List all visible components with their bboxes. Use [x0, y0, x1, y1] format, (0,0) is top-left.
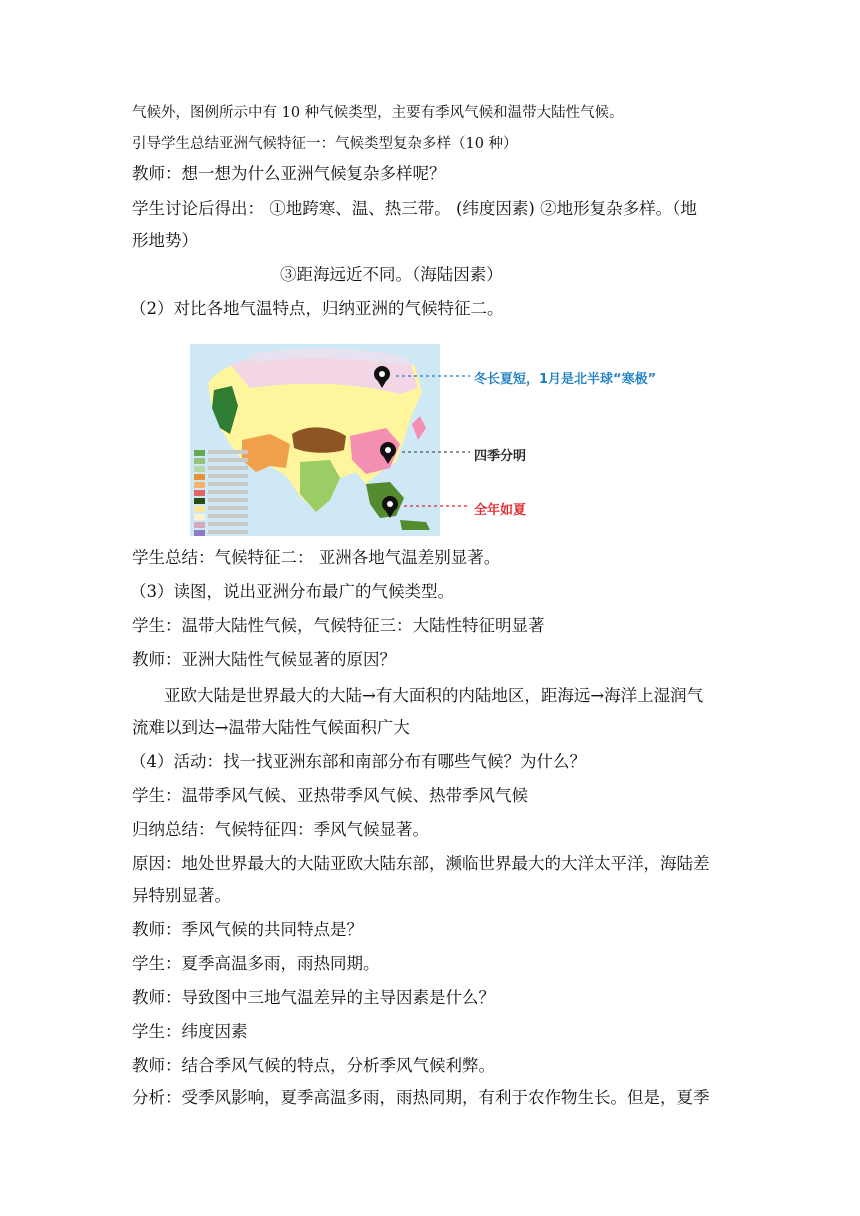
text-line: 学生讨论后得出： ①地跨寒、温、热三带。 (纬度因素) ②地形复杂多样。（地: [132, 199, 697, 218]
map-legend: [194, 450, 254, 540]
text-line: 教师：亚洲大陆性气候显著的原因？: [132, 650, 396, 669]
text-line: 形地势）: [132, 231, 198, 250]
text-line: 教师：想一想为什么亚洲气候复杂多样呢？: [132, 164, 446, 183]
text-line: （3）读图，说出亚洲分布最广的气候类型。: [130, 582, 454, 601]
text-line: 学生：纬度因素: [132, 1022, 248, 1041]
text-line: （2）对比各地气温特点，归纳亚洲的气候特征二。: [130, 299, 504, 318]
text-line: 学生：夏季高温多雨，雨热同期。: [132, 954, 380, 973]
text-line: 流难以到达→温带大陆性气候面积广大: [132, 718, 410, 737]
callout-summer-all-year: 全年如夏: [474, 503, 527, 518]
text-line: 原因：地处世界最大的大陆亚欧大陆东部，濒临世界最大的大洋太平洋，海陆差: [132, 854, 710, 873]
asia-climate-map-figure: [190, 344, 670, 536]
text-line: 学生：温带大陆性气候，气候特征三：大陆性特征明显著: [132, 616, 545, 635]
text-line: 教师：结合季风气候的特点，分析季风气候利弊。: [132, 1056, 495, 1075]
text-line: 异特别显著。: [132, 886, 231, 905]
text-line: 教师：导致图中三地气温差异的主导因素是什么？: [132, 988, 495, 1007]
text-line: （4）活动：找一找亚洲东部和南部分布有哪些气候？为什么？: [130, 752, 586, 771]
text-line: 亚欧大陆是世界最大的大陆→有大面积的内陆地区，距海远→海洋上湿润气: [164, 686, 704, 705]
text-line: 学生：温带季风气候、亚热带季风气候、热带季风气候: [132, 786, 528, 805]
text-line: 气候外，图例所示中有 10 种气候类型，主要有季风气候和温带大陆性气候。: [132, 105, 624, 121]
text-line: 分析：受季风影响，夏季高温多雨，雨热同期，有利于农作物生长。但是，夏季: [132, 1088, 710, 1107]
text-line: 教师：季风气候的共同特点是？: [132, 920, 363, 939]
text-line: 学生总结：气候特征二： 亚洲各地气温差别显著。: [132, 548, 501, 567]
text-line: ③距海远近不同。（海陆因素）: [280, 265, 503, 284]
text-line: 归纳总结：气候特征四：季风气候显著。: [132, 820, 429, 839]
callout-cold-pole: 冬长夏短，1月是北半球“寒极”: [474, 372, 657, 387]
text-line: 引导学生总结亚洲气候特征一：气候类型复杂多样（10 种）: [132, 136, 518, 152]
callout-four-seasons: 四季分明: [474, 449, 527, 464]
